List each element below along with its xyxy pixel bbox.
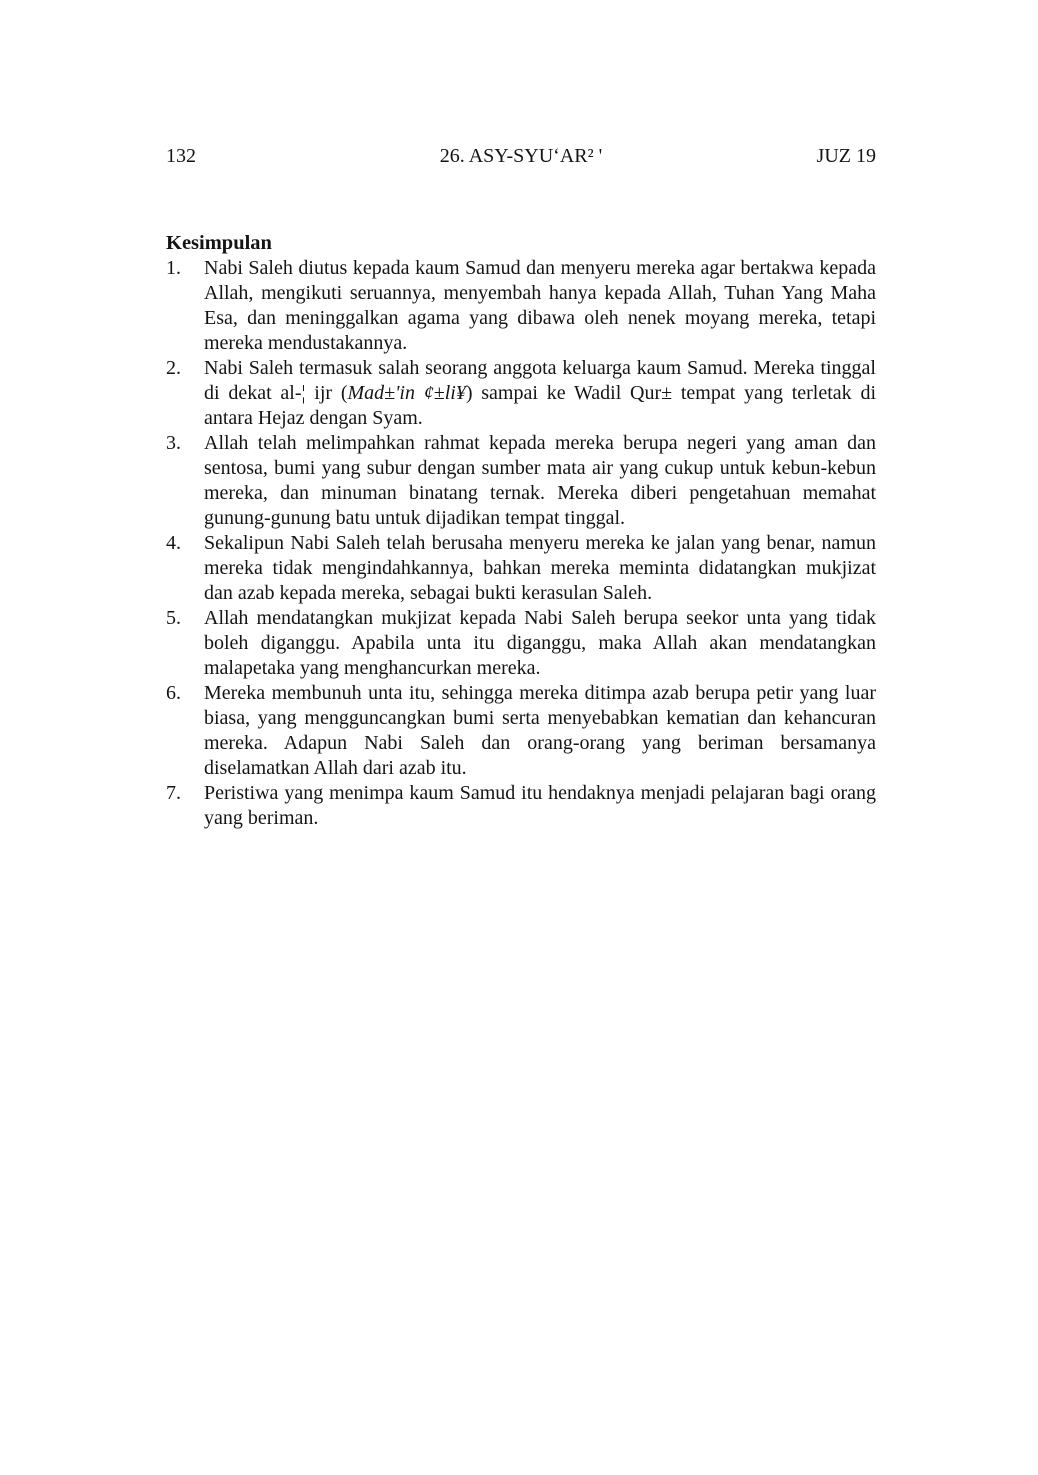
item-text: Mereka membunuh unta itu, sehingga mereka ditimpa azab berupa petir yang luar biasa, yang mengguncangkan bumi serta menyebabkan kematian dan kehancuran mereka. Adapun Nabi Saleh dan orang-orang yang beriman bersamanya diselamatkan Allah dari azab itu. [204, 682, 876, 779]
item-text: Sekalipun Nabi Saleh telah berusaha menyeru mereka ke jalan yang benar, namun mereka tidak mengindahkannya, bahkan mereka meminta didatangkan mukjizat dan azab kepada mereka, sebagai bukti kerasulan Saleh. [204, 532, 876, 604]
item-text: Peristiwa yang menimpa kaum Samud itu hendaknya menjadi pelajaran bagi orang yang beriman. [204, 782, 876, 829]
list-item [166, 256, 876, 356]
item-number: 2. [166, 357, 181, 379]
item-text: Nabi Saleh termasuk salah seorang anggota keluarga kaum Samud. Mereka tinggal di dekat al-¦ ijr (Mad±'in ¢±li¥) sampai ke Wadil Qur± tempat yang terletak di antara Hejaz dengan Syam. [204, 357, 877, 429]
juz-label: JUZ 19 [816, 145, 876, 167]
item-number: 5. [166, 607, 181, 629]
page-number: 132 [166, 145, 196, 167]
chapter-title: 26. ASY-SYU‘AR² ' [439, 145, 603, 167]
list-item [166, 606, 876, 681]
item-number: 6. [166, 682, 181, 704]
list-item [166, 781, 876, 831]
item-number: 1. [166, 257, 181, 279]
item-number: 7. [166, 782, 181, 804]
item-text: Allah mendatangkan mukjizat kepada Nabi Saleh berupa seekor unta yang tidak boleh diganggu. Apabila unta itu diganggu, maka Allah akan mendatangkan malapetaka yang menghancurkan mereka. [204, 607, 876, 679]
list-item [166, 531, 876, 606]
item-number: 4. [166, 532, 181, 554]
item-text: Nabi Saleh diutus kepada kaum Samud dan menyeru mereka agar bertakwa kepada Allah, mengikuti seruannya, menyembah hanya kepada Allah, Tuhan Yang Maha Esa, dan meninggalkan agama yang dibawa oleh nenek moyang mereka, tetapi mereka mendustakannya. [204, 257, 876, 354]
list-item [166, 431, 876, 531]
list-item [166, 681, 876, 781]
list-item [166, 356, 876, 431]
page-header [166, 144, 876, 169]
section-heading: Kesimpulan [166, 232, 272, 254]
item-number: 3. [166, 432, 181, 454]
conclusion-list [166, 256, 876, 831]
page-content [166, 231, 876, 831]
item-text: Allah telah melimpahkan rahmat kepada mereka berupa negeri yang aman dan sentosa, bumi yang subur dengan sumber mata air yang cukup untuk kebun-kebun mereka, dan minuman binatang ternak. Mereka diberi pengetahuan memahat gunung-gunung batu untuk dijadikan tempat tinggal. [204, 432, 876, 529]
